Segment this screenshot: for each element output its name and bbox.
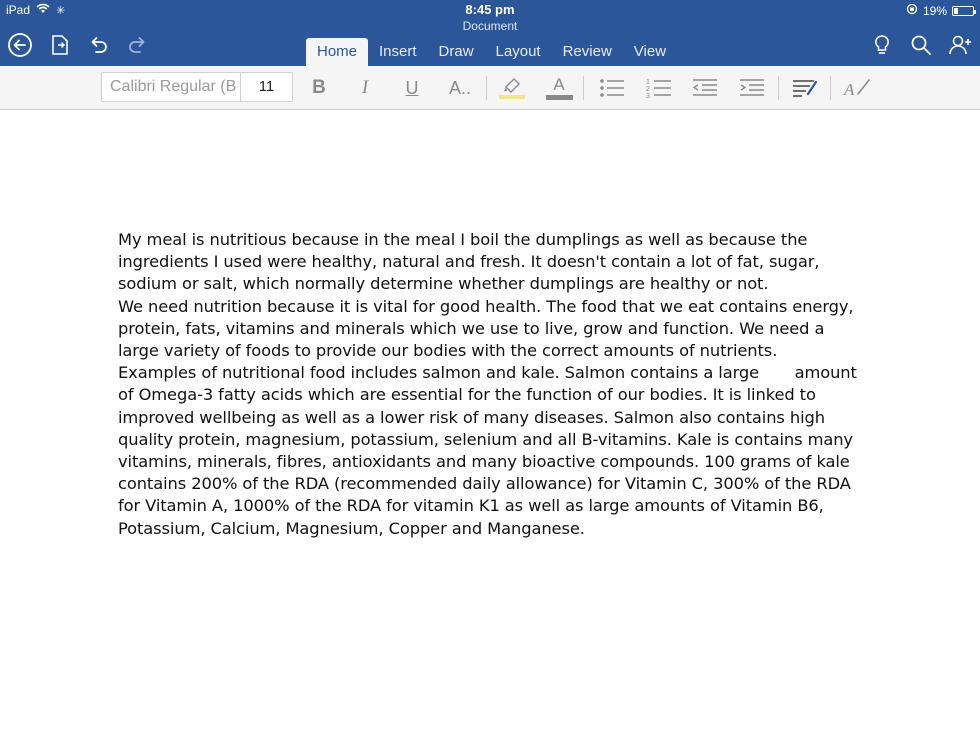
increase-indent-button[interactable]: [737, 74, 767, 102]
highlighter-icon: [497, 76, 527, 100]
numbered-list-icon: [644, 76, 674, 100]
battery-icon: [952, 6, 974, 16]
activity-spinner-icon: ✳: [56, 4, 66, 17]
app-header: [0, 0, 980, 66]
styles-icon: [842, 76, 872, 100]
lightbulb-icon: [869, 32, 895, 58]
outdent-icon: [690, 76, 720, 100]
underline-button[interactable]: U: [405, 77, 419, 98]
redo-icon: [125, 32, 151, 58]
back-arrow-icon: [7, 32, 33, 58]
paragraph-format-icon: [790, 76, 820, 100]
bold-button[interactable]: B: [312, 77, 326, 98]
share-button[interactable]: [946, 31, 974, 59]
indent-icon: [737, 76, 767, 100]
device-name: iPad: [6, 3, 31, 17]
clock: 8:45 pm: [465, 2, 515, 17]
font-color-letter: A: [553, 75, 565, 94]
add-person-icon: [947, 32, 973, 58]
highlight-button[interactable]: [496, 74, 528, 102]
font-color-bar: [546, 95, 573, 100]
redo-button[interactable]: [124, 31, 152, 59]
paragraph-formatting-button[interactable]: [789, 74, 821, 102]
status-right: [906, 3, 974, 18]
font-color-button[interactable]: [543, 74, 575, 102]
search-icon: [908, 32, 934, 58]
font-name-field[interactable]: Calibri Regular (B: [101, 72, 241, 102]
svg-text:A: A: [844, 80, 855, 99]
numbering-button[interactable]: [644, 74, 674, 102]
bullets-button[interactable]: [597, 74, 627, 102]
svg-text:3: 3: [646, 93, 650, 100]
document-title: Document: [462, 19, 518, 33]
paragraph[interactable]: My meal is nutritious because in the meal I boil the dumplings as well as because the ingredients I used were healthy, natural and fresh. It doesn't contain a lot of fat, sugar, sodium or salt, which normally determine whether dumplings are healthy or not.: [118, 230, 820, 294]
search-button[interactable]: [907, 31, 935, 59]
italic-button[interactable]: I: [361, 77, 369, 98]
tab-home[interactable]: Home: [306, 38, 368, 66]
styles-button[interactable]: [841, 74, 873, 102]
back-button[interactable]: [6, 31, 34, 59]
ribbon-divider: [778, 76, 779, 100]
svg-text:1: 1: [646, 79, 650, 86]
undo-icon: [85, 32, 111, 58]
ribbon-divider: [583, 76, 584, 100]
tab-view[interactable]: View: [633, 43, 667, 60]
document-body[interactable]: [118, 229, 870, 540]
tab-review[interactable]: Review: [562, 43, 612, 60]
tab-layout[interactable]: Layout: [495, 43, 541, 60]
home-ribbon: [0, 66, 980, 110]
text-effects-button[interactable]: A..: [448, 77, 471, 98]
bullet-list-icon: [597, 76, 627, 100]
orientation-lock-icon: [906, 3, 918, 18]
ribbon-divider: [830, 76, 831, 100]
ribbon-tabs: [306, 38, 677, 66]
tab-insert[interactable]: Insert: [379, 43, 417, 60]
svg-text:2: 2: [646, 86, 650, 93]
ribbon-divider: [486, 76, 487, 100]
file-button[interactable]: [46, 31, 74, 59]
battery-percent: 19%: [922, 3, 947, 18]
tell-me-button[interactable]: [868, 31, 896, 59]
tab-draw[interactable]: Draw: [438, 43, 474, 60]
font-size-field[interactable]: 11: [240, 72, 293, 102]
file-icon: [47, 32, 73, 58]
document-page[interactable]: [0, 110, 980, 735]
decrease-indent-button[interactable]: [690, 74, 720, 102]
paragraph[interactable]: We need nutrition because it is vital for good health. The food that we eat contains energy, protein, fats, vitamins and minerals which we use to live, grow and function. We need a large variety of foods to provide our bodies with the correct amounts of nutrients.: [118, 296, 854, 361]
paragraph[interactable]: Examples of nutritional food includes salmon and kale. Salmon contains a large amount of Omega-3 fatty acids which are essential for the function of our bodies. It is linked to improved wellbeing as well as a lower risk of many diseases. Salmon also contains high quality protein, magnesium, potassium, selenium and all B-vitamins. Kale is contains many vitamins, minerals, fibres, antioxidants and many bioactive compounds. 100 grams of kale contains 200% of the RDA (recommended daily allowance) for Vitamin C, 300% of the RDA for Vitamin A, 1000% of the RDA for vitamin K1 as well as large amounts of Vitamin B6, Potassium, Calcium, Magnesium, Copper and Manganese.: [118, 363, 862, 538]
undo-button[interactable]: [84, 31, 112, 59]
